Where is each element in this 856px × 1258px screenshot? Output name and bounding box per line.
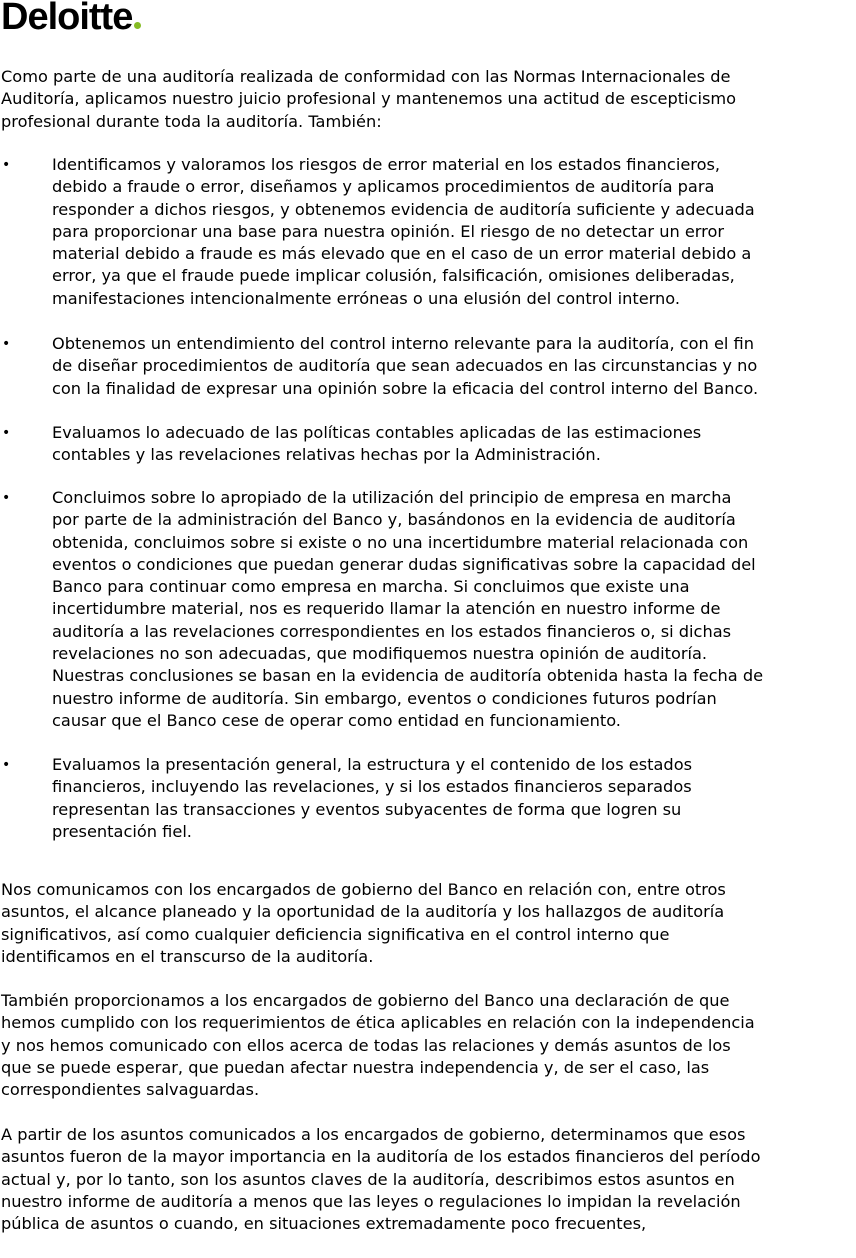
paragraph-line: identificamos en el transcurso de la auditoría. bbox=[1, 946, 374, 966]
paragraph-line: actual y, por lo tanto, son los asuntos claves de la auditoría, describimos estos asuntos en bbox=[1, 1169, 735, 1189]
bullet-line: eventos o condiciones que puedan generar dudas significativas sobre la capacidad del bbox=[52, 554, 756, 574]
paragraph-line: A partir de los asuntos comunicados a los encargados de gobierno, determinamos que esos bbox=[1, 1125, 746, 1144]
paragraph-line: Nos comunicamos con los encargados de gobierno del Banco en relación con, entre otros bbox=[1, 880, 726, 899]
bullet-icon: • bbox=[2, 157, 11, 173]
bullet-line: Evaluamos la presentación general, la estructura y el contenido de los estados bbox=[52, 755, 693, 774]
paragraph-line: y nos hemos comunicado con ellos acerca de todas las relaciones y demás asuntos de los bbox=[1, 1035, 731, 1055]
paragraph-line: Como parte de una auditoría realizada de conformidad con las Normas Internacionales de bbox=[1, 67, 731, 86]
bullet-text bbox=[52, 487, 856, 732]
bullet-line: Identificamos y valoramos los riesgos de error material en los estados financieros, bbox=[52, 155, 721, 174]
bullet-line: error, ya que el fraude puede implicar colusión, falsificación, omisiones deliberadas, bbox=[52, 266, 735, 286]
bullet-line: Banco para continuar como empresa en marcha. Si concluimos que existe una bbox=[52, 577, 690, 597]
paragraph-line: Auditoría, aplicamos nuestro juicio profesional y mantenemos una actitud de escepticismo bbox=[1, 89, 737, 109]
bullet-line: auditoría a las revelaciones correspondientes en los estados financieros o, si dichas bbox=[52, 621, 732, 641]
paragraph-line: pública de asuntos o cuando, en situaciones extremadamente poco frecuentes, bbox=[1, 1214, 647, 1234]
bullet-line: causar que el Banco cese de operar como entidad en funcionamiento. bbox=[52, 710, 621, 730]
logo-dot-icon bbox=[134, 22, 141, 29]
bullet-line: incertidumbre material, nos es requerido llamar la atención en nuestro informe de bbox=[52, 599, 721, 619]
bullet-text bbox=[52, 754, 856, 843]
bullet-line: obtenida, concluimos sobre si existe o no una incertidumbre material relacionada con bbox=[52, 532, 749, 552]
logo-text: Deloitte bbox=[1, 0, 133, 38]
bullet-line: para proporcionar una base para nuestra opinión. El riesgo de no detectar un error bbox=[52, 221, 725, 241]
bullet-line: Obtenemos un entendimiento del control interno relevante para la auditoría, con el fin bbox=[52, 334, 755, 353]
bullet-line: contables y las revelaciones relativas hechas por la Administración. bbox=[52, 445, 601, 465]
bullet-icon: • bbox=[2, 757, 11, 773]
bullet-line: presentación fiel. bbox=[52, 821, 192, 841]
paragraph-line: hemos cumplido con los requerimientos de ética aplicables en relación con la independencia bbox=[1, 1013, 755, 1033]
paragraph-line: asuntos fueron de la mayor importancia en la auditoría de los estados financieros del período bbox=[1, 1147, 761, 1167]
bullet-text bbox=[52, 154, 856, 310]
bullet-line: representan las transacciones y eventos subyacentes de forma que logren su bbox=[52, 799, 682, 819]
bullet-line: material debido a fraude es más elevado que en el caso de un error material debido a bbox=[52, 244, 752, 264]
paragraph-line: que se puede esperar, que puedan afectar nuestra independencia y, de ser el caso, las bbox=[1, 1057, 710, 1077]
bullet-line: financieros, incluyendo las revelaciones, y si los estados financieros separados bbox=[52, 777, 692, 797]
intro-paragraph bbox=[1, 66, 856, 133]
bullet-line: con la finalidad de expresar una opinión sobre la eficacia del control interno del Banco. bbox=[52, 378, 759, 398]
body-paragraph bbox=[1, 990, 856, 1101]
paragraph-line: nuestro informe de auditoría a menos que las leyes o regulaciones lo impidan la revelación bbox=[1, 1191, 741, 1211]
bullet-line: Concluimos sobre lo apropiado de la utilización del principio de empresa en marcha bbox=[52, 488, 732, 507]
deloitte-logo bbox=[1, 0, 141, 40]
paragraph-line: asuntos, el alcance planeado y la oportunidad de la auditoría y los hallazgos de auditoría bbox=[1, 902, 725, 922]
bullet-line: de diseñar procedimientos de auditoría que sean adecuados en las circunstancias y no bbox=[52, 356, 758, 376]
bullet-icon: • bbox=[2, 490, 11, 506]
bullet-line: nuestro informe de auditoría. Sin embargo, eventos o condiciones futuros podrían bbox=[52, 688, 717, 708]
bullet-line: responder a dichos riesgos, y obtenemos evidencia de auditoría suficiente y adecuada bbox=[52, 199, 755, 219]
paragraph-line: También proporcionamos a los encargados de gobierno del Banco una declaración de que bbox=[1, 991, 730, 1010]
bullet-line: Evaluamos lo adecuado de las políticas contables aplicadas de las estimaciones bbox=[52, 423, 702, 442]
bullet-line: por parte de la administración del Banco y, basándonos en la evidencia de auditoría bbox=[52, 510, 736, 530]
body-paragraph bbox=[1, 879, 856, 968]
bullet-line: manifestaciones intencionalmente erróneas o una elusión del control interno. bbox=[52, 288, 681, 308]
bullet-line: revelaciones no son adecuadas, que modifiquemos nuestra opinión de auditoría. bbox=[52, 644, 708, 664]
bullet-icon: • bbox=[2, 336, 11, 352]
bullet-text bbox=[52, 422, 856, 467]
bullet-line: debido a fraude o error, diseñamos y aplicamos procedimientos de auditoría para bbox=[52, 177, 715, 197]
bullet-line: Nuestras conclusiones se basan en la evidencia de auditoría obtenida hasta la fecha de bbox=[52, 666, 764, 686]
paragraph-line: significativos, así como cualquier deficiencia significativa en el control interno que bbox=[1, 924, 670, 944]
paragraph-line: correspondientes salvaguardas. bbox=[1, 1080, 260, 1100]
body-paragraph bbox=[1, 1124, 856, 1235]
paragraph-line: profesional durante toda la auditoría. También: bbox=[1, 111, 382, 131]
bullet-text bbox=[52, 333, 856, 400]
bullet-icon: • bbox=[2, 425, 11, 441]
